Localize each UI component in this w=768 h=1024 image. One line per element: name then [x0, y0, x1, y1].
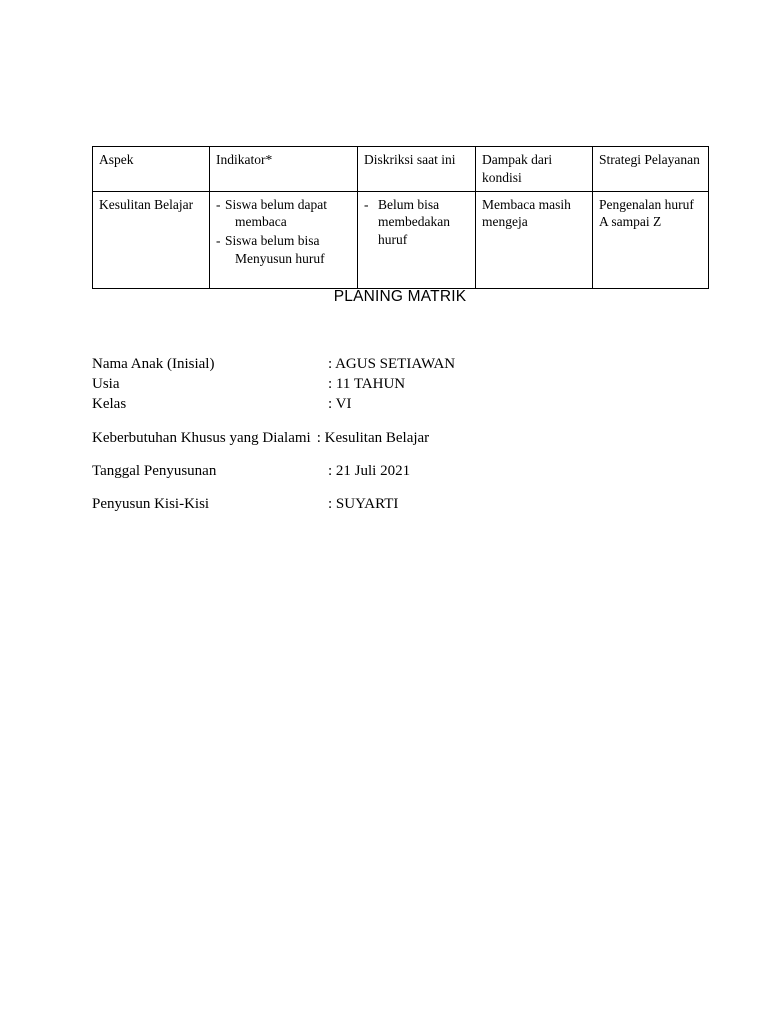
identity-value-penyusun: : SUYARTI: [328, 495, 399, 512]
list-item: [216, 196, 352, 232]
indikator-2-line1: Siswa belum bisa: [225, 233, 320, 249]
header-cell-diskripsi: Diskriksi saat ini: [358, 147, 476, 192]
page-title: PLANING MATRIK: [333, 288, 467, 305]
identity-label-tanggal: Tanggal Penyusunan: [92, 462, 217, 479]
indikator-2-line2: Menyusun huruf: [235, 251, 325, 267]
identity-value-tanggal: : 21 Juli 2021: [328, 462, 411, 479]
identity-row-nama: [92, 355, 708, 374]
identity-row-kebutuhan: [92, 429, 708, 448]
indikator-list: [216, 196, 352, 268]
header-cell-strategi: Strategi Pelayanan: [593, 147, 709, 192]
table-header-row: [93, 147, 709, 192]
table-row: [93, 191, 709, 288]
identity-value-kelas: : VI: [328, 396, 352, 413]
header-cell-dampak: Dampak dari kondisi: [476, 147, 593, 192]
header-cell-indikator: Indikator*: [210, 147, 358, 192]
identity-row-kelas: [92, 395, 708, 414]
identity-value-usia: : 11 TAHUN: [328, 376, 406, 393]
cell-strategi: Pengenalan huruf A sampai Z: [593, 191, 709, 288]
list-item: [216, 232, 352, 268]
identity-block: [92, 355, 708, 514]
cell-dampak: Membaca masih mengeja: [476, 191, 593, 288]
identity-label-usia: Usia: [92, 376, 120, 393]
cell-aspek: Kesulitan Belajar: [93, 191, 210, 288]
identity-label-nama: Nama Anak (Inisial): [92, 356, 215, 372]
identity-row-penyusun: [92, 495, 708, 514]
indikator-1-line1: Siswa belum dapat: [225, 196, 327, 212]
identity-label-kelas: Kelas: [92, 396, 127, 413]
identity-row-tanggal: [92, 462, 708, 481]
cell-indikator: [210, 191, 358, 288]
diskripsi-text: Belum bisa membedakan huruf: [378, 196, 450, 248]
identity-value-nama: : AGUS SETIAWAN: [328, 356, 456, 372]
identity-label-kebutuhan: Keberbutuhan Khusus yang Dialami: [92, 429, 311, 446]
identity-label-penyusun: Penyusun Kisi-Kisi: [92, 495, 210, 512]
diskripsi-dash: -: [364, 196, 369, 212]
identity-row-usia: [92, 375, 708, 394]
identity-value-kebutuhan: : Kesulitan Belajar: [316, 429, 430, 446]
header-cell-aspek: Aspek: [93, 147, 210, 192]
cell-diskripsi: [358, 191, 476, 288]
indikator-1-line2: membaca: [235, 214, 287, 230]
planning-matrix-table: [92, 146, 709, 289]
